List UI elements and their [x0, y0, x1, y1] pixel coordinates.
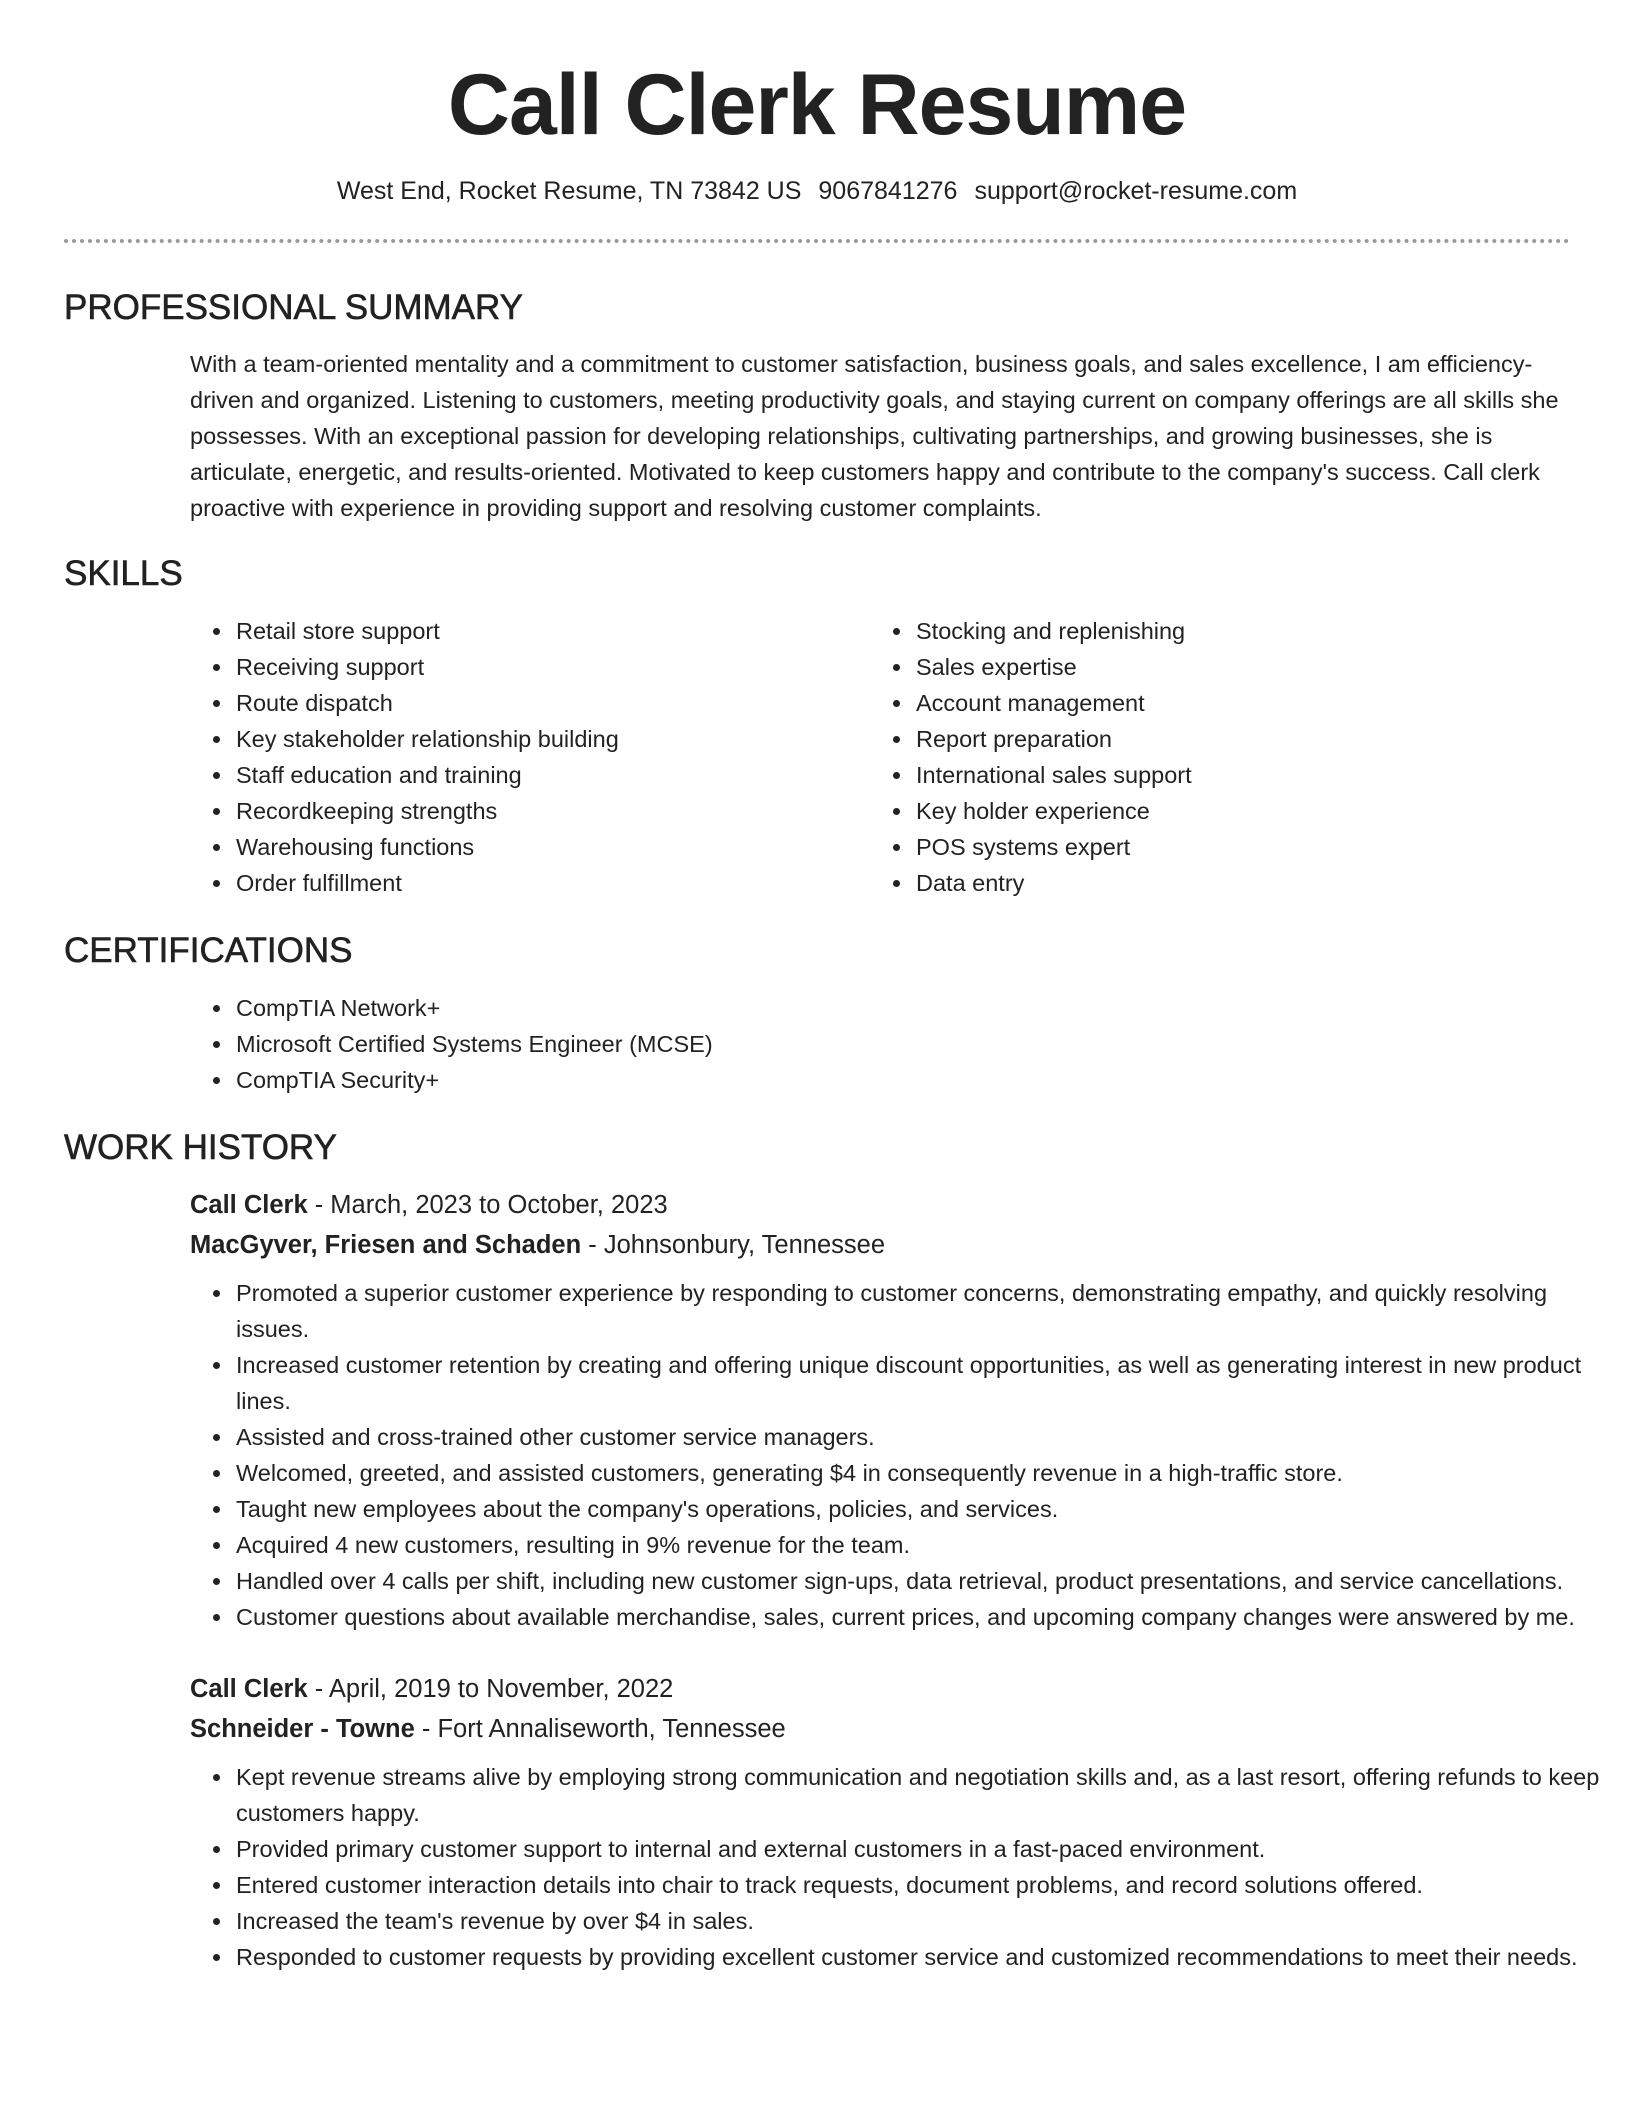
list-item: • Provided primary customer support to internal and external customers in a fast-paced environment. — [234, 1831, 1614, 1867]
list-item: • Entered customer interaction details into chair to track requests, document problems, and record solutions offered. — [234, 1867, 1614, 1903]
job-entry — [190, 1669, 1600, 1975]
list-item: • Data entry — [914, 865, 1550, 901]
certifications-heading: CERTIFICATIONS — [64, 930, 353, 970]
contact-phone: 9067841276 — [818, 176, 958, 205]
job-dates: - March, 2023 to October, 2023 — [307, 1190, 668, 1219]
job-company-line — [190, 1709, 1570, 1749]
skills-column-left — [190, 613, 870, 901]
list-item: • Customer questions about available merchandise, sales, current prices, and upcoming company changes were answered by me. — [234, 1599, 1614, 1635]
job-title-line — [190, 1669, 1570, 1709]
list-item: • Taught new employees about the company's operations, policies, and services. — [234, 1491, 1614, 1527]
resume-title: Call Clerk Resume — [447, 57, 1187, 153]
job-company-line — [190, 1225, 1570, 1265]
job-location: - Fort Annaliseworth, Tennessee — [414, 1714, 786, 1743]
job-title-line — [190, 1185, 1570, 1225]
list-item: • Responded to customer requests by providing excellent customer service and customized recommendations to meet their needs. — [234, 1939, 1614, 1975]
list-item: • Microsoft Certified Systems Engineer (MCSE) — [234, 1026, 1570, 1062]
job-dates: - April, 2019 to November, 2022 — [307, 1674, 674, 1703]
contact-line — [64, 177, 1570, 206]
skills-column-right — [870, 613, 1550, 901]
list-item: • Receiving support — [234, 649, 870, 685]
list-item: • Warehousing functions — [234, 829, 870, 865]
contact-address: West End, Rocket Resume, TN 73842 US — [336, 176, 802, 205]
list-item: • POS systems expert — [914, 829, 1550, 865]
list-item: • CompTIA Network+ — [234, 990, 1570, 1026]
job-entry — [190, 1185, 1582, 1635]
job-role: Call Clerk — [190, 1190, 308, 1219]
list-item: • International sales support — [914, 757, 1550, 793]
job-bullets — [190, 1759, 1614, 1975]
list-item: • CompTIA Security+ — [234, 1062, 1570, 1098]
job-role: Call Clerk — [190, 1674, 308, 1703]
summary-section — [64, 287, 1570, 526]
list-item: • Increased the team's revenue by over $4 in sales. — [234, 1903, 1614, 1939]
list-item: • Acquired 4 new customers, resulting in 9% revenue for the team. — [234, 1527, 1614, 1563]
list-item: • Retail store support — [234, 613, 870, 649]
skills-grid — [190, 613, 1570, 901]
summary-heading: PROFESSIONAL SUMMARY — [64, 287, 523, 327]
certifications-section — [64, 930, 1570, 1098]
list-item: • Kept revenue streams alive by employing strong communication and negotiation skills and, as a last resort, offering refunds to keep customers happy. — [234, 1759, 1614, 1831]
list-item: • Promoted a superior customer experience by responding to customer concerns, demonstrating empathy, and quickly resolving issues. — [234, 1275, 1614, 1347]
resume-page — [64, 0, 1600, 1975]
certifications-list — [190, 990, 1570, 1098]
contact-email: support@rocket-resume.com — [974, 176, 1298, 205]
job-company: MacGyver, Friesen and Schaden — [190, 1230, 582, 1259]
list-item: • Handled over 4 calls per shift, including new customer sign-ups, data retrieval, product presentations, and service cancellations. — [234, 1563, 1614, 1599]
list-item: • Key holder experience — [914, 793, 1550, 829]
skills-section — [64, 553, 1570, 901]
summary-text: With a team-oriented mentality and a commitment to customer satisfaction, business goals, and sales excellence, I am efficiency-driven and organized. Listening to customers, meeting productivity goals, and staying current on company offerings are all skills she possesses. With an exceptional passion for developing relationships, cultivating partnerships, and growing businesses, she is articulate, energetic, and results-oriented. Motivated to keep customers happy and contribute to the company's success. Call clerk proactive with experience in providing support and resolving customer complaints. — [190, 350, 1559, 521]
list-item: • Recordkeeping strengths — [234, 793, 870, 829]
list-item: • Key stakeholder relationship building — [234, 721, 870, 757]
list-item: • Welcomed, greeted, and assisted customers, generating $4 in consequently revenue in a high-traffic store. — [234, 1455, 1614, 1491]
list-item: • Order fulfillment — [234, 865, 870, 901]
list-item: • Stocking and replenishing — [914, 613, 1550, 649]
list-item: • Sales expertise — [914, 649, 1550, 685]
work-section — [64, 1127, 1600, 1975]
list-item: • Account management — [914, 685, 1550, 721]
header-divider — [64, 239, 1570, 243]
job-bullets — [190, 1275, 1614, 1635]
job-company: Schneider - Towne — [190, 1714, 415, 1743]
list-item: • Report preparation — [914, 721, 1550, 757]
work-heading: WORK HISTORY — [64, 1127, 337, 1167]
list-item: • Assisted and cross-trained other customer service managers. — [234, 1419, 1614, 1455]
job-location: - Johnsonbury, Tennessee — [581, 1230, 886, 1259]
skills-heading: SKILLS — [64, 553, 183, 593]
list-item: • Route dispatch — [234, 685, 870, 721]
list-item: • Staff education and training — [234, 757, 870, 793]
list-item: • Increased customer retention by creating and offering unique discount opportunities, as well as generating interest in new product lines. — [234, 1347, 1614, 1419]
